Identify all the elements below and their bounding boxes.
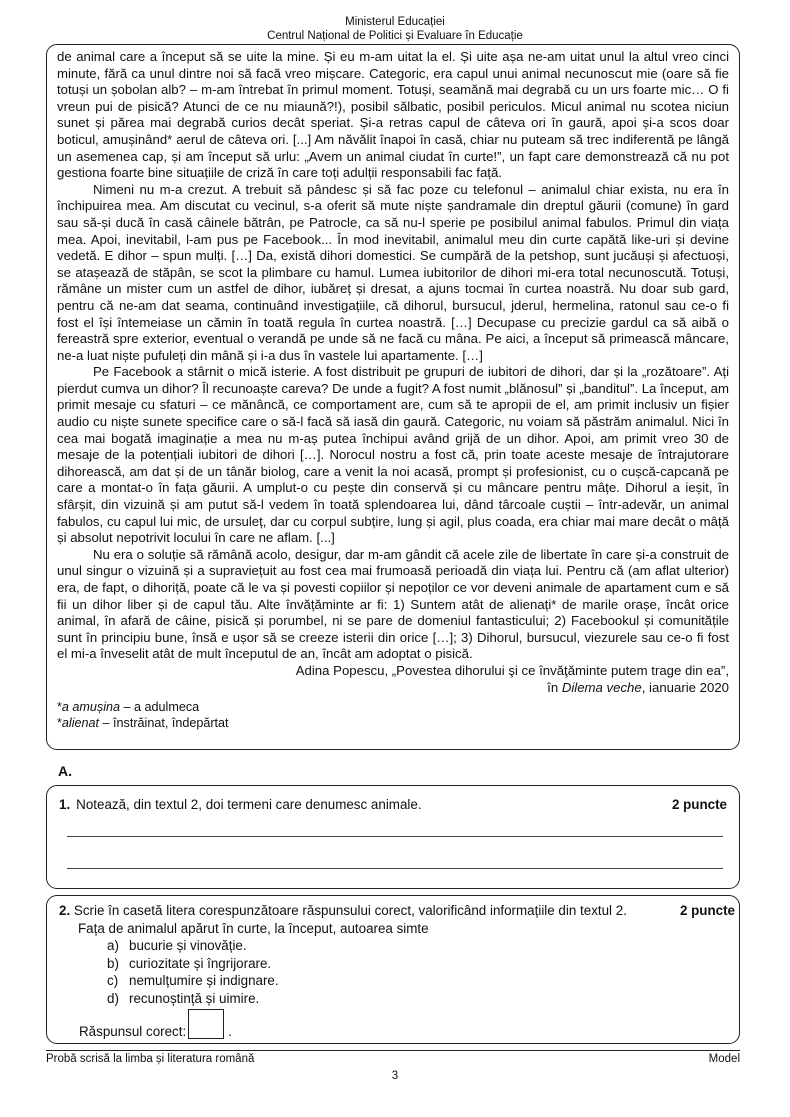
option-letter: c) [107,973,119,988]
option-c [107,972,735,990]
option-text: bucurie și vinovăție. [129,938,247,953]
answer-suffix: . [228,1024,232,1039]
answer-row [79,1009,232,1039]
option-letter: b) [107,955,119,971]
source-date: , ianuarie 2020 [641,679,729,695]
section-label: A. [58,763,72,779]
answer-label: Răspunsul corect: [79,1024,187,1039]
option-b [107,955,735,973]
source-publication [57,680,729,697]
question-2-number: 2. [59,903,71,918]
option-text: recunoștință și uimire. [129,990,260,1006]
option-letter: d) [107,990,119,1006]
option-text: nemulțumire și indignare. [129,973,279,988]
ministry-name: Ministerul Educației [345,16,445,28]
question-2-box [46,895,740,1044]
question-1-text: Notează, din textul 2, doi termeni care denumesc animale. [76,797,422,812]
source-prefix: în [547,679,562,695]
option-letter: a) [107,938,119,953]
option-text: curiozitate și îngrijorare. [129,955,272,971]
source-citation [57,663,729,696]
center-name: Centrul Național de Politici și Evaluare în Educație [267,30,523,42]
question-1-number: 1. [59,797,71,812]
footnote-2: *alienat – înstrăinat, îndepărtat [57,715,229,730]
paragraph-4: Nu era o soluție să rămână acolo, desigur, dar m-am gândit că acele zile de libertate în care și-a construit de unul singur o vizuină și a supraviețuit au fost cea mai frumoasă perioadă din viața lui. Pentru că (am aflat ulterior) era, de fapt, o dihoriță, poate că le va și povesti copiilor și nepoților ce vor deveni animale de apartament cum e să fii un dihor liber și de capul tău. Alte învățăminte ar fi: 1) Suntem atât de alienați* de marile orașe, încât orice animal, în afară de câine, pisică și porumbel, ni se pare de domeniul fantasticului; 2) Facebookul și comunitățile sunt în principiu bune, însă e ușor să se creeze isterii din orice […]; 3) Dihorul, bursucul, viezurele sau ce-o fi fost el mi-a înveselit atât de mult începutul de an, încât am adoptat o pisică. [57,546,729,662]
question-1-box [46,785,740,889]
question-2-points: 2 puncte [679,903,735,918]
footnote-1: *a amușina – a adulmeca [57,700,200,715]
option-a [107,937,735,955]
answer-line-1[interactable] [67,836,723,837]
footnote-1-term: a amușina [61,700,121,715]
question-1-points: 2 puncte [671,797,727,812]
question-2-text: Scrie în casetă litera corespunzătoare răspunsului corect, valorificând informațiile din textul 2. [73,903,627,918]
option-d [107,990,735,1008]
page-footer [46,1050,740,1065]
source-author-title: Adina Popescu, „Povestea dihorului şi ce învăţăminte putem trage din ea”, [295,662,729,678]
source-journal: Dilema veche [561,679,642,695]
passage-text [57,49,729,663]
model-label: Model [708,1053,740,1065]
question-2-header [59,902,735,920]
page-header [0,15,790,43]
text-passage-box [46,44,740,750]
paragraph-1: de animal care a început să se uite la mine. Și eu m-am uitat la el. Și uite așa ne-am uitat unul la altul vreo cinci minute, fără ca unul dintre noi să facă vreo mișcare. Categoric, era capul unui animal necunoscut mie (oare să fie totuși un șobolan alb? – m-am întrebat în primul moment. Totuși, seamănă mai degrabă cu un urs foarte mic… O fi vreun pui de pisică? Atunci de ce nu miaună?!), posibil sălbatic, posibil periculos. Micul animal nu scotea niciun sunet și părea mai degrabă curios decât speriat. Și-a retras capul de câteva ori în gaură, apoi și-a scos doar boticul, amușinând* aerul de câteva ori. [...] Am năvălit înapoi în casă, chiar nu puteam să trec indiferentă pe lângă un asemenea cap, și am început să urlu: „Avem un animal ciudat în curte!”, un fapt care demonstrează că nu pot gestiona foarte bine situațiile de criză în care toți adulții responsabili fac față. [57,49,729,181]
page-number: 3 [391,1070,399,1082]
options-list [59,937,735,1007]
paragraph-2: Nimeni nu m-a crezut. A trebuit să pândesc și să fac poze cu telefonul – animalul chiar exista, nu era în închipuirea mea. Am discutat cu vecinul, s-a oferit să mute niște șandramale din dreptul găurii (comune) în gard sau să-și ducă în casă câinele bătrân, pe Patrocle, ca să nu-l sperie pe posibilul animal fabulos. Primul din viața mea. Apoi, inevitabil, l-am pus pe Facebook... În mod inevitabil, animalul meu din curte capătă like-uri și devine vedetă. E dihor – spun mulți. […] Da, există dihori domestici. Se cumpără de la petshop, sunt jucăuși și afectuoși, se atașează de stăpân, se scot la plimbare cu hamul. Lumea iubitorilor de dihori mi-era total necunoscută. Totuși, rămâne un mister cum un astfel de dihor, iubăreț și dresat, a ajuns tocmai în curtea noastră. Nu doar sub gard, pentru că ne-am dat seama, continuând investigațiile, că dihorul, bursucul, jderul, hermelina, ratonul sau ce-o fi fost el își întemeiase un cămin în toată regula în curtea noastră. […] Decupase cu precizie gardul ca să aibă o fereastră spre exterior, eventual o verandă pe unde să ne facă cu mâna. Pe aici, a început să primească mâncare, ne-a luat niște pufuleți din mână și i-a dus în vastele lui apartamente. […] [57,181,729,363]
question-2-stem: Fața de animalul apărut în curte, la început, autoarea simte [78,920,429,936]
question-2-body [59,902,735,1007]
footnote-1-def: – a adulmeca [120,700,200,715]
question-1-header [59,797,727,812]
answer-box[interactable] [188,1009,224,1039]
exam-name: Probă scrisă la limba și literatura română [46,1053,255,1065]
footnote-2-term: alienat [61,715,100,730]
footnotes [57,700,729,731]
paragraph-3: Pe Facebook a stârnit o mică isterie. A fost distribuit pe grupuri de iubitori de dihori, dar și la „rozătoare”. Ați pierdut cumva un dihor? Îl recunoaște careva? De unde a fugit? A fost numit „blănosul” și „banditul”. La început, am primit mesaje cu sfaturi – ce mănâncă, ce comportament are, cum să te apropii de el, am primit inclusiv un fișier audio cu niște sunete specifice care o să-l facă să iasă din gaură. Categoric, nu voiam să păstrăm animalul. Nici în cea mai bogată imaginație a mea nu m-aș putea închipui având grijă de un dihor. Apoi, am primit vreo 30 de mesaje de la potențiali iubitori de dihori […]. Norocul nostru a fost că, prin toate aceste mesaje de întrajutorare dihorească, am dat și de un tânăr biolog, care a venit la noi acasă, prompt și profesionist, cu o cușcă-capcană pe care a montat-o în fața găurii. A umplut-o cu pește din conservă și cu mâncare pentru mâțe. Dihorul a ieșit, în sfârșit, din vizuină și am putut să-l vedem în toată splendoarea lui, dând târcoale cuștii – într-adevăr, un animal fabulos, cu capul lui mic, de ursuleț, dar cu corpul subțire, lung și agil, plus coada, era chiar mai mare decât o mâță și absolut nepotrivit locului în care ne aflam. [...] [57,364,729,546]
footnote-2-def: – înstrăinat, îndepărtat [99,715,229,730]
answer-line-2[interactable] [67,868,723,869]
